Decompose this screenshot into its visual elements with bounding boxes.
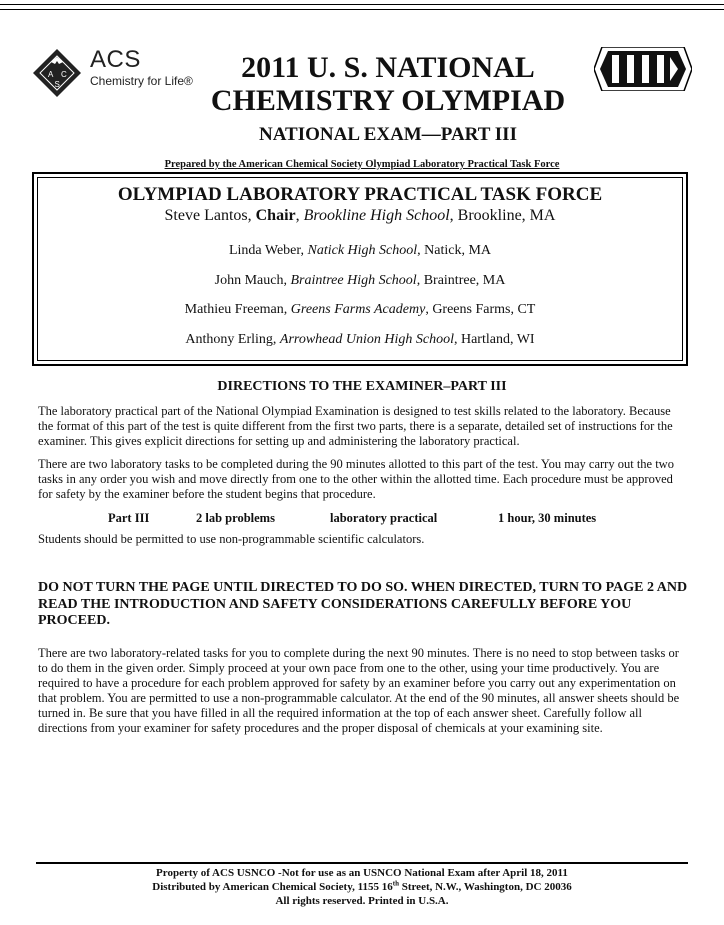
title-line-1: 2011 U. S. NATIONAL [241, 51, 535, 84]
calculator-note: Students should be permitted to use non-programmable scientific calculators. [38, 532, 425, 546]
directions-heading: DIRECTIONS TO THE EXAMINER–PART III [217, 379, 507, 394]
chair-school: Brookline High School [303, 207, 450, 224]
chair-role: Chair [255, 207, 296, 224]
top-rule-2 [0, 9, 724, 10]
prepared-by: Prepared by the American Chemical Society Olympiad Laboratory Practical Task Force [164, 159, 560, 170]
info-part: Part III [108, 511, 150, 525]
directions-paragraph-2: There are two laboratory tasks to be completed during the 90 minutes allotted to this part of the test. You may carry out the two tasks in any order you wish and move directly from one to the other within the allotted time. Each procedure must be approved for safety by the examiner before the student begins that procedure. [38, 457, 674, 501]
chair-place: , Brookline, MA [449, 207, 556, 224]
chair-name: Steve Lantos, [164, 207, 256, 224]
info-problems: 2 lab problems [196, 511, 275, 525]
title-line-2: CHEMISTRY OLYMPIAD [210, 84, 566, 117]
info-type: laboratory practical [330, 511, 438, 525]
footer-distribution: Distributed by American Chemical Society, 1155 16th Street, N.W., Washington, DC 20036 [152, 879, 572, 893]
task-force-box [32, 172, 688, 366]
footer-rights: All rights reserved. Printed in U.S.A. [275, 895, 449, 907]
top-rule [0, 4, 724, 5]
do-not-turn-warning: DO NOT TURN THE PAGE UNTIL DIRECTED TO DO SO. WHEN DIRECTED, TURN TO PAGE 2 AND READ THE INTRODUCTION AND SAFETY CONSIDERATIONS CAREFULLY BEFORE YOU PROCEED. [38, 580, 688, 628]
task-force-chair [34, 207, 686, 225]
acs-logo-letter-c: C [61, 70, 67, 79]
task-force-member: Mathieu Freeman, Greens Farms Academy, Greens Farms, CT [184, 302, 536, 317]
student-instructions: There are two laboratory-related tasks for you to complete during the next 90 minutes. There is no need to stop between tasks or to do them in the given order. Simply proceed at your own pace from one to the other, using your time productively. You are required to have a procedure for each problem approved for safety by an examiner before you carry out any experimentation on that problem. You are permitted to use a non-programmable calculator. At the end of the 90 minutes, all answer sheets should be turned in. Be sure that you have filled in all the required information at the top of each answer sheet. Carefully follow all directions from your examiner for safety procedures and the proper disposal of chemicals at your examining site. [38, 646, 680, 735]
footer-rule [36, 862, 688, 864]
acs-logo-letter-s: S [54, 80, 60, 89]
task-force-member: John Mauch, Braintree High School, Braintree, MA [214, 273, 506, 288]
task-force-member: Anthony Erling, Arrowhead Union High School, Hartland, WI [185, 332, 535, 347]
directions-paragraph-1: The laboratory practical part of the National Olympiad Examination is designed to test skills related to the laboratory. Because the format of this part of the test is quite different from the first two parts, there is a separate, detailed set of instructions for the examiner. This gives explicit directions for setting up and administering the laboratory practical. [38, 404, 673, 448]
task-force-member: Linda Weber, Natick High School, Natick, MA [228, 243, 492, 258]
chair-separator: , [295, 207, 304, 224]
acs-name: ACS [90, 46, 141, 73]
task-force-title: OLYMPIAD LABORATORY PRACTICAL TASK FORCE [117, 184, 603, 205]
footer-property-notice: Property of ACS USNCO -Not for use as an USNCO National Exam after April 18, 2011 [156, 867, 568, 879]
acs-logo-letter-a: A [48, 70, 54, 79]
info-duration: 1 hour, 30 minutes [498, 511, 597, 525]
acs-tagline: Chemistry for Life® [90, 74, 193, 88]
exam-subtitle: NATIONAL EXAM—PART III [259, 124, 517, 145]
